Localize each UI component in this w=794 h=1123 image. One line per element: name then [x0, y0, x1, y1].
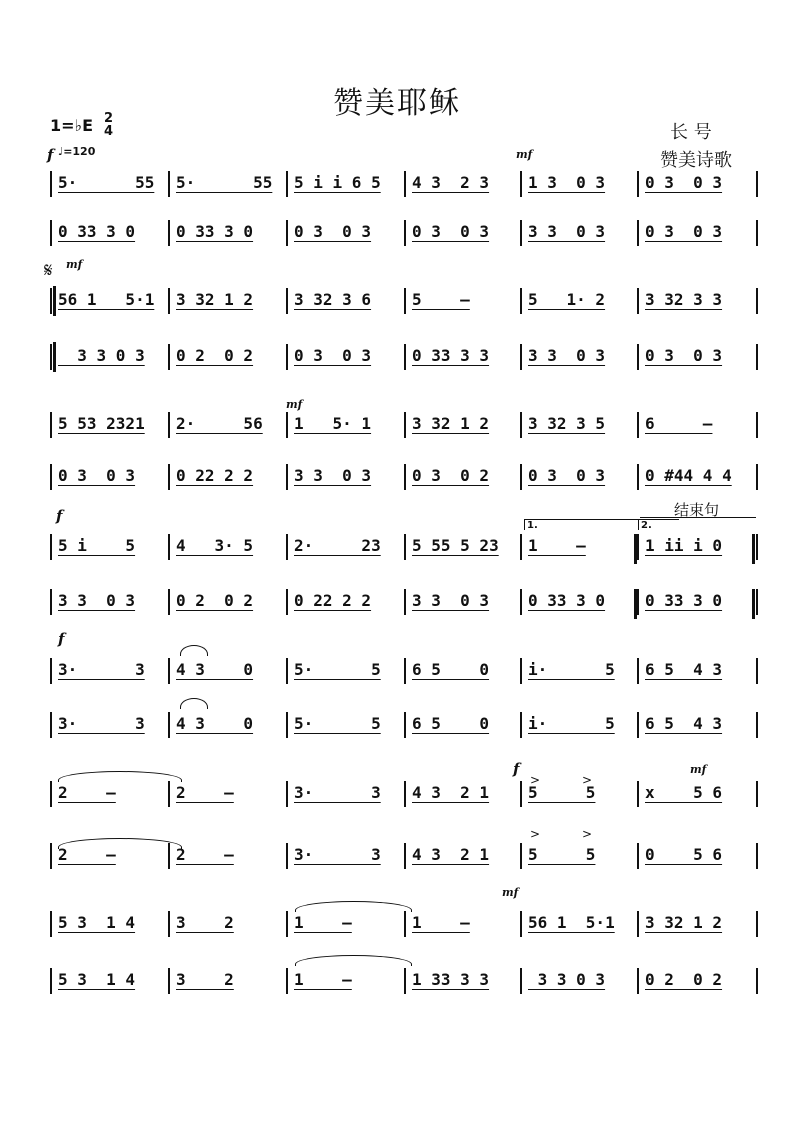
lower-measure: 0 3 0 3 — [412, 222, 490, 241]
barline — [168, 171, 170, 197]
barline — [756, 712, 758, 738]
tempo-mark: ♩=120 — [58, 145, 96, 158]
barline — [756, 658, 758, 684]
final-barline — [752, 589, 755, 619]
barline — [756, 843, 758, 869]
barline — [756, 534, 758, 560]
barline — [404, 589, 406, 615]
lower-measure: 5· 5 — [294, 714, 381, 733]
barline — [404, 968, 406, 994]
upper-measure: 5· 55 — [176, 173, 273, 192]
lower-measure: 0 33 3 3 — [412, 346, 490, 365]
tie — [180, 645, 208, 656]
lower-measure: 0 22 2 2 — [176, 466, 254, 485]
barline — [520, 843, 522, 869]
barline — [756, 171, 758, 197]
lower-measure: 3 3 0 3 — [528, 222, 606, 241]
lower-measure: 0 3 0 3 — [294, 346, 372, 365]
barline — [168, 968, 170, 994]
dynamic-f: f — [513, 760, 520, 778]
lower-measure: 0 22 2 2 — [294, 591, 372, 610]
barline — [637, 658, 639, 684]
lower-measure: 3 3 0 3 — [528, 970, 606, 989]
barline — [756, 464, 758, 490]
barline — [756, 781, 758, 807]
lower-measure: 1 33 3 3 — [412, 970, 490, 989]
barline — [168, 781, 170, 807]
lower-measure: 0 5 6 — [645, 845, 723, 864]
source-label: 赞美诗歌 — [660, 150, 732, 171]
upper-measure: 3· 3 — [294, 783, 381, 802]
final-barline — [752, 534, 755, 564]
upper-measure: 1 – — [294, 913, 352, 932]
barline — [50, 171, 52, 197]
barline — [520, 412, 522, 438]
accent-mark: > — [582, 773, 593, 787]
dynamic-mf: mf — [286, 398, 303, 411]
barline — [404, 843, 406, 869]
lower-measure: 0 3 0 3 — [645, 346, 723, 365]
barline — [520, 968, 522, 994]
instrument-label: 长 号 — [670, 122, 712, 143]
repeat-end-barline — [634, 534, 637, 564]
tie — [180, 698, 208, 709]
barline — [286, 171, 288, 197]
barline — [637, 968, 639, 994]
barline — [404, 171, 406, 197]
dynamic-f: f — [58, 630, 65, 648]
barline — [286, 781, 288, 807]
lower-measure: 0 2 0 2 — [176, 591, 254, 610]
barline — [168, 344, 170, 370]
upper-measure: 5· 55 — [58, 173, 155, 192]
lower-measure: 0 3 0 3 — [528, 466, 606, 485]
lower-measure: 0 33 3 0 — [645, 591, 723, 610]
segno-sign: 𝄋 — [44, 258, 53, 282]
upper-measure: 56 1 5·1 — [528, 913, 615, 932]
time-signature — [104, 112, 113, 138]
upper-measure: 1 – — [412, 913, 470, 932]
barline — [520, 712, 522, 738]
upper-measure: 4 3 2 3 — [412, 173, 490, 192]
barline — [168, 658, 170, 684]
upper-measure: 5 3 1 4 — [58, 913, 136, 932]
barline — [404, 534, 406, 560]
lower-measure: 6 5 0 — [412, 714, 490, 733]
barline — [168, 712, 170, 738]
barline — [756, 589, 758, 615]
accent-mark: > — [582, 827, 593, 841]
barline — [286, 843, 288, 869]
upper-measure: 6 – — [645, 414, 713, 433]
upper-measure: 5 1· 2 — [528, 290, 606, 309]
dynamic-f: f — [56, 507, 63, 525]
upper-measure: 3 32 3 6 — [294, 290, 372, 309]
barline — [168, 288, 170, 314]
upper-measure: 1 3 0 3 — [528, 173, 606, 192]
barline — [637, 220, 639, 246]
barline — [286, 712, 288, 738]
lower-measure: 0 3 0 3 — [294, 222, 372, 241]
barline — [404, 911, 406, 937]
dynamic-mf: mf — [516, 148, 533, 161]
tie — [295, 955, 412, 966]
lower-measure: 1 – — [294, 970, 352, 989]
barline — [168, 589, 170, 615]
upper-measure: 2· 23 — [294, 536, 381, 555]
repeat-end-barline — [634, 589, 637, 619]
barline — [756, 288, 758, 314]
upper-measure: 5 55 5 23 — [412, 536, 499, 555]
lower-measure: 3· 3 — [58, 714, 145, 733]
barline — [50, 288, 52, 314]
barline — [520, 658, 522, 684]
lower-measure: 5 3 1 4 — [58, 970, 136, 989]
barline — [50, 412, 52, 438]
barline — [520, 534, 522, 560]
barline — [404, 344, 406, 370]
barline — [168, 464, 170, 490]
upper-measure: i· 5 — [528, 660, 615, 679]
barline — [50, 712, 52, 738]
barline — [286, 412, 288, 438]
accent-mark: > — [530, 773, 541, 787]
barline — [520, 171, 522, 197]
barline — [168, 220, 170, 246]
barline — [50, 464, 52, 490]
upper-measure: 4 3· 5 — [176, 536, 254, 555]
upper-measure: 2 – — [58, 783, 116, 802]
barline — [637, 712, 639, 738]
barline — [756, 968, 758, 994]
upper-measure: 2 – — [176, 783, 234, 802]
lower-measure: 5 5 — [528, 845, 596, 864]
lower-measure: 0 2 0 2 — [176, 346, 254, 365]
key-signature: 1=♭E — [50, 116, 94, 135]
upper-measure: 3 32 3 3 — [645, 290, 723, 309]
barline — [404, 412, 406, 438]
barline — [637, 911, 639, 937]
barline — [168, 911, 170, 937]
lower-measure: 0 2 0 2 — [645, 970, 723, 989]
lower-measure: 4 3 0 — [176, 714, 254, 733]
upper-measure: 5 i i 6 5 — [294, 173, 381, 192]
barline — [520, 344, 522, 370]
barline — [404, 464, 406, 490]
barline — [404, 220, 406, 246]
barline — [637, 344, 639, 370]
barline — [520, 781, 522, 807]
barline — [404, 712, 406, 738]
upper-measure: 6 5 4 3 — [645, 660, 723, 679]
lower-measure: 4 3 2 1 — [412, 845, 490, 864]
lower-measure: 3 3 0 3 — [412, 591, 490, 610]
upper-measure: 0 3 0 3 — [645, 173, 723, 192]
lower-measure: 3· 3 — [294, 845, 381, 864]
lower-measure: 3 3 0 3 — [58, 591, 136, 610]
barline — [286, 344, 288, 370]
barline — [637, 534, 639, 560]
barline — [637, 288, 639, 314]
upper-measure: 2· 56 — [176, 414, 263, 433]
lower-measure: 0 33 3 0 — [528, 591, 606, 610]
upper-measure: 3 32 3 5 — [528, 414, 606, 433]
dynamic-mf: mf — [690, 763, 707, 776]
barline — [50, 220, 52, 246]
barline — [637, 171, 639, 197]
barline — [756, 344, 758, 370]
barline — [520, 589, 522, 615]
barline — [404, 658, 406, 684]
upper-measure: 3 2 — [176, 913, 234, 932]
lower-measure: 0 3 0 3 — [58, 466, 136, 485]
ending-line — [640, 517, 756, 518]
upper-measure: 3· 3 — [58, 660, 145, 679]
lower-measure: 0 3 0 2 — [412, 466, 490, 485]
barline — [404, 781, 406, 807]
barline — [520, 220, 522, 246]
volta-1: 1. — [524, 519, 639, 530]
lower-measure: 3 3 0 3 — [58, 346, 145, 365]
barline — [404, 288, 406, 314]
upper-measure: 1 – — [528, 536, 586, 555]
meter-bottom: 4 — [104, 124, 114, 139]
dynamic-f: f — [47, 146, 54, 164]
upper-measure: 5· 5 — [294, 660, 381, 679]
barline — [286, 288, 288, 314]
lower-measure: 2 – — [176, 845, 234, 864]
tie — [295, 901, 412, 912]
ending-label: 结束句 — [674, 501, 720, 519]
barline — [168, 412, 170, 438]
barline — [50, 911, 52, 937]
upper-measure: 5 5 — [528, 783, 596, 802]
barline — [50, 843, 52, 869]
barline — [756, 220, 758, 246]
barline — [50, 658, 52, 684]
page-title: 赞美耶稣 — [333, 86, 461, 121]
barline — [286, 589, 288, 615]
barline — [286, 464, 288, 490]
upper-measure: 5 53 2321 — [58, 414, 145, 433]
barline — [286, 911, 288, 937]
barline — [637, 464, 639, 490]
upper-measure: 6 5 0 — [412, 660, 490, 679]
accent-mark: > — [530, 827, 541, 841]
barline — [286, 968, 288, 994]
barline — [637, 843, 639, 869]
barline — [637, 589, 639, 615]
lower-measure: 6 5 4 3 — [645, 714, 723, 733]
upper-measure: 1 ii i 0 — [645, 536, 723, 555]
dynamic-mf: mf — [66, 258, 83, 271]
upper-measure: 5 i 5 — [58, 536, 136, 555]
lower-measure: 3 2 — [176, 970, 234, 989]
lower-measure: 3 3 0 3 — [294, 466, 372, 485]
upper-measure: 56 1 5·1 — [58, 290, 155, 309]
meter-top: 2 — [104, 111, 114, 126]
upper-measure: 1 5· 1 — [294, 414, 372, 433]
lower-measure: 0 #44 4 4 — [645, 466, 732, 485]
repeat-start-barline — [53, 286, 56, 316]
upper-measure: 3 32 1 2 — [412, 414, 490, 433]
barline — [756, 911, 758, 937]
repeat-start-barline — [53, 342, 56, 372]
barline — [50, 589, 52, 615]
upper-measure: 5 – — [412, 290, 470, 309]
barline — [50, 344, 52, 370]
barline — [756, 412, 758, 438]
lower-measure: i· 5 — [528, 714, 615, 733]
barline — [286, 534, 288, 560]
barline — [520, 911, 522, 937]
upper-measure: 3 32 1 2 — [176, 290, 254, 309]
barline — [50, 534, 52, 560]
barline — [286, 658, 288, 684]
upper-measure: 4 3 2 1 — [412, 783, 490, 802]
barline — [168, 843, 170, 869]
barline — [50, 968, 52, 994]
lower-measure: 3 3 0 3 — [528, 346, 606, 365]
barline — [520, 288, 522, 314]
upper-measure: 3 32 1 2 — [645, 913, 723, 932]
upper-measure: x 5 6 — [645, 783, 723, 802]
barline — [168, 534, 170, 560]
upper-measure: 4 3 0 — [176, 660, 254, 679]
barline — [637, 412, 639, 438]
lower-measure: 0 3 0 3 — [645, 222, 723, 241]
lower-measure: 0 33 3 0 — [176, 222, 254, 241]
barline — [50, 781, 52, 807]
volta-2: 2. — [638, 519, 679, 530]
lower-measure: 0 33 3 0 — [58, 222, 136, 241]
barline — [520, 464, 522, 490]
tie — [58, 771, 182, 782]
lower-measure: 2 – — [58, 845, 116, 864]
barline — [286, 220, 288, 246]
barline — [637, 781, 639, 807]
dynamic-mf: mf — [502, 886, 519, 899]
